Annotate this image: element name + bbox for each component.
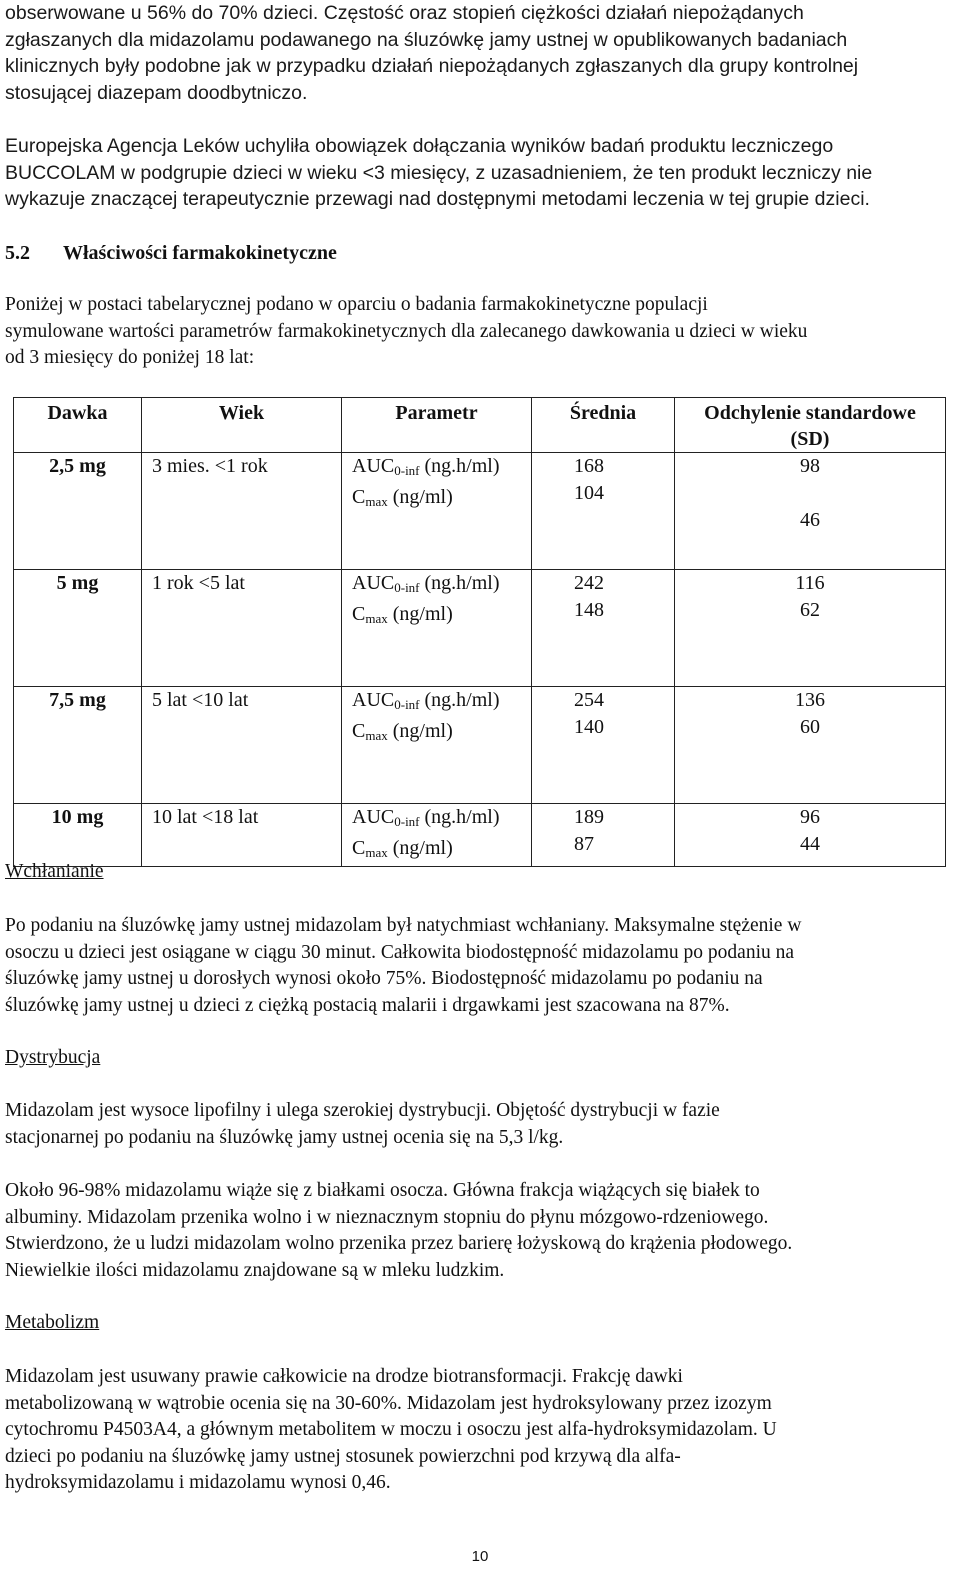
intro-paragraph (5, 0, 955, 106)
age-cell: 10 lat <18 lat (142, 804, 342, 867)
text-line: obserwowane u 56% do 70% dzieci. Częstość oraz stopień ciężkości działań niepożądanych (5, 2, 804, 24)
table-row (14, 570, 946, 687)
cmax-mean: 87 (574, 833, 594, 855)
text-line: wykazuje znaczącej terapeutycznie przewagi nad dostępnymi metodami leczenia w tej grupie dzieci. (5, 188, 870, 210)
cmax-label (352, 484, 531, 515)
cmax-unit: (ng/ml) (387, 720, 453, 742)
dose-cell: 5 mg (14, 570, 142, 687)
cmax-sub: max (365, 728, 388, 743)
auc-unit: (ng.h/ml) (419, 689, 500, 711)
dose-cell: 10 mg (14, 804, 142, 867)
auc-sub: 0-inf (394, 580, 420, 595)
cmax-sub: max (365, 494, 388, 509)
text-line: Około 96-98% midazolamu wiąże się z białkami osocza. Główna frakcja wiążących się białek to (5, 1180, 760, 1201)
cmax-unit: (ng/ml) (387, 837, 453, 859)
table-row (14, 687, 946, 804)
cmax-base: C (352, 603, 366, 625)
cmax-sd: 62 (800, 599, 820, 621)
auc-base: AUC (352, 689, 395, 711)
cmax-sd: 44 (800, 833, 820, 855)
page-number: 10 (471, 1548, 489, 1565)
header-sd-line1: Odchylenie standardowe (704, 402, 916, 424)
auc-unit: (ng.h/ml) (419, 455, 500, 477)
cmax-unit: (ng/ml) (387, 486, 453, 508)
header-dose: Dawka (14, 398, 142, 453)
text-line: Poniżej w postaci tabelarycznej podano w oparciu o badania farmakokinetyczne populacji (5, 294, 708, 315)
absorption-heading: Wchłanianie (5, 861, 104, 882)
text-line: Europejska Agencja Leków uchyliła obowiązek dołączania wyników badań produktu leczniczego (5, 135, 834, 157)
mean-cell (532, 453, 675, 570)
auc-mean: 242 (574, 572, 604, 594)
text-line: cytochromu P4503A4, a głównym metabolitem w moczu i osoczu jest alfa-hydroksymidazolam. U (5, 1419, 777, 1440)
auc-unit: (ng.h/ml) (419, 572, 500, 594)
header-sd-line2: (SD) (790, 428, 830, 450)
auc-sd: 98 (800, 455, 820, 477)
auc-unit: (ng.h/ml) (419, 806, 500, 828)
age-cell: 3 mies. <1 rok (142, 453, 342, 570)
age-cell: 5 lat <10 lat (142, 687, 342, 804)
text-line: śluzówkę jamy ustnej u dzieci z ciężką postacią malarii i drgawkami jest szacowana na 87%. (5, 994, 730, 1016)
param-cell (342, 804, 532, 867)
cmax-sd: 46 (800, 509, 820, 531)
auc-mean: 254 (574, 689, 604, 711)
auc-mean: 189 (574, 806, 604, 828)
header-age: Wiek (142, 398, 342, 453)
text-line: BUCCOLAM w podgrupie dzieci w wieku <3 miesięcy, z uzasadnieniem, że ten produkt leczniczy nie (5, 161, 873, 184)
auc-label (352, 570, 531, 601)
absorption-paragraph (5, 913, 955, 1019)
mean-cell (532, 687, 675, 804)
auc-sub: 0-inf (394, 463, 420, 478)
auc-label (352, 453, 531, 484)
cmax-mean: 104 (574, 482, 604, 504)
text-line: Stwierdzono, że u ludzi midazolam wolno przenika przez barierę łożyskową do krążenia płodowego. (5, 1233, 793, 1254)
param-cell (342, 687, 532, 804)
auc-base: AUC (352, 455, 395, 477)
table-intro-paragraph (5, 292, 955, 372)
distribution-heading: Dystrybucja (5, 1047, 101, 1068)
dose-cell: 7,5 mg (14, 687, 142, 804)
sd-cell (675, 687, 946, 804)
auc-sd: 116 (795, 572, 825, 594)
text-line: Midazolam jest usuwany prawie całkowicie na drodze biotransformacji. Frakcję dawki (5, 1366, 683, 1387)
cmax-label (352, 718, 531, 749)
text-line: zgłaszanych dla midazolamu podawanego na śluzówkę jamy ustnej w opublikowanych badaniach (5, 28, 848, 51)
text-line: od 3 miesięcy do poniżej 18 lat: (5, 347, 255, 368)
pharmacokinetics-table (13, 397, 946, 867)
distribution-paragraph-2 (5, 1178, 955, 1284)
auc-sd: 96 (800, 806, 820, 828)
text-line: stosującej diazepam doodbytniczo. (5, 81, 308, 104)
sd-cell (675, 804, 946, 867)
auc-sub: 0-inf (394, 814, 420, 829)
sd-cell (675, 570, 946, 687)
cmax-sub: max (365, 611, 388, 626)
text-line: Niewielkie ilości midazolamu znajdowane są w mleku ludzkim. (5, 1259, 505, 1281)
cmax-base: C (352, 720, 366, 742)
text-line: stacjonarnej po podaniu na śluzówkę jamy ustnej ocenia się na 5,3 l/kg. (5, 1126, 564, 1148)
text-line: Midazolam jest wysoce lipofilny i ulega szerokiej dystrybucji. Objętość dystrybucji w fazie (5, 1100, 720, 1121)
text-line: klinicznych były podobne jak w przypadku działań niepożądanych zgłaszanych dla grupy kontrolnej (5, 55, 859, 77)
ema-paragraph (5, 133, 955, 213)
cmax-sd: 60 (800, 716, 820, 738)
cmax-label (352, 835, 531, 866)
auc-label (352, 804, 531, 835)
param-cell (342, 453, 532, 570)
text-line: symulowane wartości parametrów farmakokinetycznych dla zalecanego dawkowania u dzieci w wieku (5, 320, 808, 342)
cmax-base: C (352, 486, 366, 508)
section-heading (5, 240, 337, 266)
mean-cell (532, 570, 675, 687)
text-line: osoczu u dzieci jest osiągane w ciągu 30 minut. Całkowita biodostępność midazolamu po podaniu na (5, 941, 795, 963)
text-line: dzieci po podaniu na śluzówkę jamy ustnej stosunek powierzchni pod krzywą dla alfa- (5, 1445, 681, 1467)
age-cell: 1 rok <5 lat (142, 570, 342, 687)
cmax-mean: 148 (574, 599, 604, 621)
param-cell (342, 570, 532, 687)
header-mean: Średnia (532, 398, 675, 453)
dose-cell: 2,5 mg (14, 453, 142, 570)
table-row (14, 804, 946, 867)
header-param: Parametr (342, 398, 532, 453)
cmax-unit: (ng/ml) (387, 603, 453, 625)
sd-cell (675, 453, 946, 570)
cmax-mean: 140 (574, 716, 604, 738)
auc-base: AUC (352, 806, 395, 828)
cmax-label (352, 601, 531, 632)
table-row (14, 453, 946, 570)
metabolism-heading: Metabolizm (5, 1312, 100, 1333)
text-line: metabolizowaną w wątrobie ocenia się na 30-60%. Midazolam jest hydroksylowany przez izozym (5, 1392, 772, 1414)
header-sd (675, 398, 946, 453)
text-line: hydroksymidazolamu i midazolamu wynosi 0,46. (5, 1472, 391, 1493)
text-line: albuminy. Midazolam przenika wolno i w nieznacznym stopniu do płynu mózgowo-rdzeniowego. (5, 1206, 769, 1228)
distribution-paragraph-1 (5, 1098, 955, 1151)
auc-sub: 0-inf (394, 697, 420, 712)
cmax-base: C (352, 837, 366, 859)
auc-mean: 168 (574, 455, 604, 477)
text-line: Po podaniu na śluzówkę jamy ustnej midazolam był natychmiast wchłaniany. Maksymalne stężenie w (5, 915, 802, 936)
mean-cell (532, 804, 675, 867)
section-title: Właściwości farmakokinetyczne (63, 242, 337, 264)
auc-sd: 136 (795, 689, 825, 711)
table-header-row (14, 398, 946, 453)
auc-base: AUC (352, 572, 395, 594)
cmax-sub: max (365, 845, 388, 860)
auc-label (352, 687, 531, 718)
text-line: śluzówkę jamy ustnej u dorosłych wynosi około 75%. Biodostępność midazolamu po podaniu na (5, 968, 763, 989)
section-number: 5.2 (5, 242, 30, 264)
metabolism-paragraph (5, 1364, 955, 1497)
